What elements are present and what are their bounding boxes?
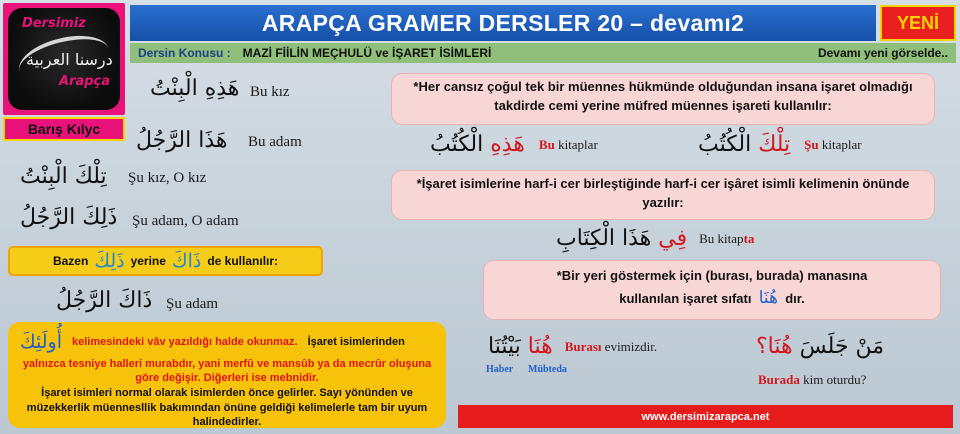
example-3 [20,164,107,189]
rule-3-line-1: *Bir yeri göstermek için (burası, burada) manasına [556,268,868,283]
rule-3-example-2-turkish-red: Burada [758,372,800,387]
rule-3-example-2-turkish [758,372,866,388]
rule-2-example [556,226,754,251]
example-4-turkish: Şu adam, O adam [132,213,239,229]
rule-1-example-1-turkish [539,137,598,153]
logo-arabic: درسنا العربية [26,50,113,69]
bazen-pre: Bazen [52,254,89,268]
rule-1-example-1-turkish-rest: kitaplar [558,136,598,152]
rule-3-example-2-arabic [756,334,884,359]
subject-value: MAZİ FİİLİN MEÇHULÜ ve İŞARET İSİMLERİ [242,46,492,60]
footer-url[interactable]: www.dersimizarapca.net [458,405,953,428]
rule-3-example-1-arabic [488,334,553,359]
note-line-3: İşaret isimleri normal olarak isimlerden önce gelirler. Sayı yönünden ve müzekkerlik müennesllik bakımından önüne geldiği kelimelerle tam bir uyum halindedirler. [26,387,428,428]
rule-3-example-1-turkish [565,339,657,355]
rule-1-example-2-turkish [804,137,861,153]
rule-3-example-1-arabic-rest: بَيْتُنَا [488,334,521,359]
example-4-arabic: ذَلِكَ الرَّجُلُ [20,205,118,230]
rule-1-example-1-arabic-rest: الْكُتُبُ [430,132,484,157]
logo-text-bottom: Arapça [58,74,110,89]
rule-2-example-arabic-red: فِي [658,226,688,251]
rule-3-line-2 [494,286,930,311]
rule-3-example-1-turkish-rest: evimizdir. [604,338,658,354]
rule-1-example-1-arabic [430,132,525,157]
bazen-note [8,246,323,276]
bazen-word-2: ذَاكَ [171,250,202,272]
example-2 [136,128,227,153]
note-arabic-word: أُولَئِكَ [20,331,62,353]
example-5 [56,288,152,313]
rule-2-example-turkish-pre: Bu kitap [699,230,744,246]
rule-3-arabic: هُنَا [758,287,778,308]
example-3-turkish: Şu kız, O kız [128,170,207,186]
subject-label: Dersin Konusu : [138,46,231,60]
continued-note: Devamı yeni görselde.. [817,46,948,60]
rule-1-example-2-arabic-rest: الْكُتُبُ [698,132,752,157]
logo-emblem [8,8,120,110]
note-line-2: yalnızca tesniye halleri murabdır, yani merfû ve mansûb ya da mecrûr oluşuna göre değişir. Diğerleri ise mebnidir. [22,358,432,385]
rule-3-example-2-turkish-rest: kim oturdu? [803,372,867,387]
rule-3-example-2-arabic-red: هُنَا؟ [756,334,793,359]
example-4 [20,205,117,230]
rule-1-example-2-turkish-rest: kitaplar [821,136,862,152]
example-5-turkish: Şu adam [166,296,219,312]
example-1 [150,76,239,101]
rule-1-example-1 [430,132,598,157]
page-title: ARAPÇA GRAMER DERSLER 20 – devamı2 [130,5,876,41]
subject-bar [130,43,956,63]
note-line-1 [20,330,434,354]
example-2-turkish: Bu adam [248,134,302,150]
example-5-arabic: ذَاكَ الرَّجُلُ [56,288,153,313]
rule-3-example-1-arabic-red: هُنَا [527,334,553,359]
rule-3-example-1 [488,334,657,359]
rule-1-example-2-arabic-red: تِلْكَ [758,132,791,157]
rule-3-line-2-pre: kullanılan işaret sıfatı [619,290,752,306]
bazen-post: de kullanılır: [207,254,279,268]
example-1-arabic: هَذِهِ الْبِنْتُ [150,76,240,101]
note-line-1b-text: İşaret isimlerinden [307,336,405,349]
author-name: Barış Kılyc [3,117,125,141]
rule-3-example-2 [756,334,884,359]
example-3-arabic: تِلْكَ الْبِنْتُ [20,164,107,189]
rule-2-example-turkish [699,231,754,247]
example-2-arabic: هَذَا الرَّجُلُ [136,128,228,153]
rule-1: *Her cansız çoğul tek bir müennes hükmünde olduğundan insana işaret olmadığı takdirde cemi yerine müfred müennes işareti kullanılır: [392,74,934,124]
note-line-1-text: kelimesindeki vâv yazıldığı halde okunmaz. [72,336,298,349]
rule-3-example-1-turkish-red: Burası [564,338,602,354]
rule-2-example-turkish-red: ta [743,230,755,246]
note-box [8,322,446,428]
rule-3-example-2-arabic-rest: مَنْ جَلَسَ [799,334,885,359]
rule-3 [484,261,940,319]
rule-1-example-1-turkish-red: Bu [538,136,555,152]
rule-1-example-2-arabic [698,132,790,157]
new-badge: YENİ [880,5,956,41]
rule-3-line-2-post: dır. [785,290,805,306]
rule-1-example-2-turkish-red: Şu [804,136,819,152]
logo [3,3,125,115]
example-1-turkish: Bu kız [250,84,290,100]
bazen-mid: yerine [130,254,166,268]
rule-1-example-1-arabic-red: هَذِهِ [490,132,525,157]
rule-2-example-arabic [556,226,687,251]
rule-2: *İşaret isimlerine harf-i cer birleştiğinde harf-i cer işâret isimli kelimenin önünde yazılır: [392,171,934,219]
rule-2-example-arabic-rest: هَذَا الْكِتَابِ [556,226,652,251]
mubteda-label: Mübteda [528,364,567,375]
rule-1-example-2 [698,132,862,157]
bazen-word-1: ذَلِكَ [94,250,125,272]
haber-label: Haber [486,364,514,375]
logo-text-top: Dersimiz [22,16,86,31]
